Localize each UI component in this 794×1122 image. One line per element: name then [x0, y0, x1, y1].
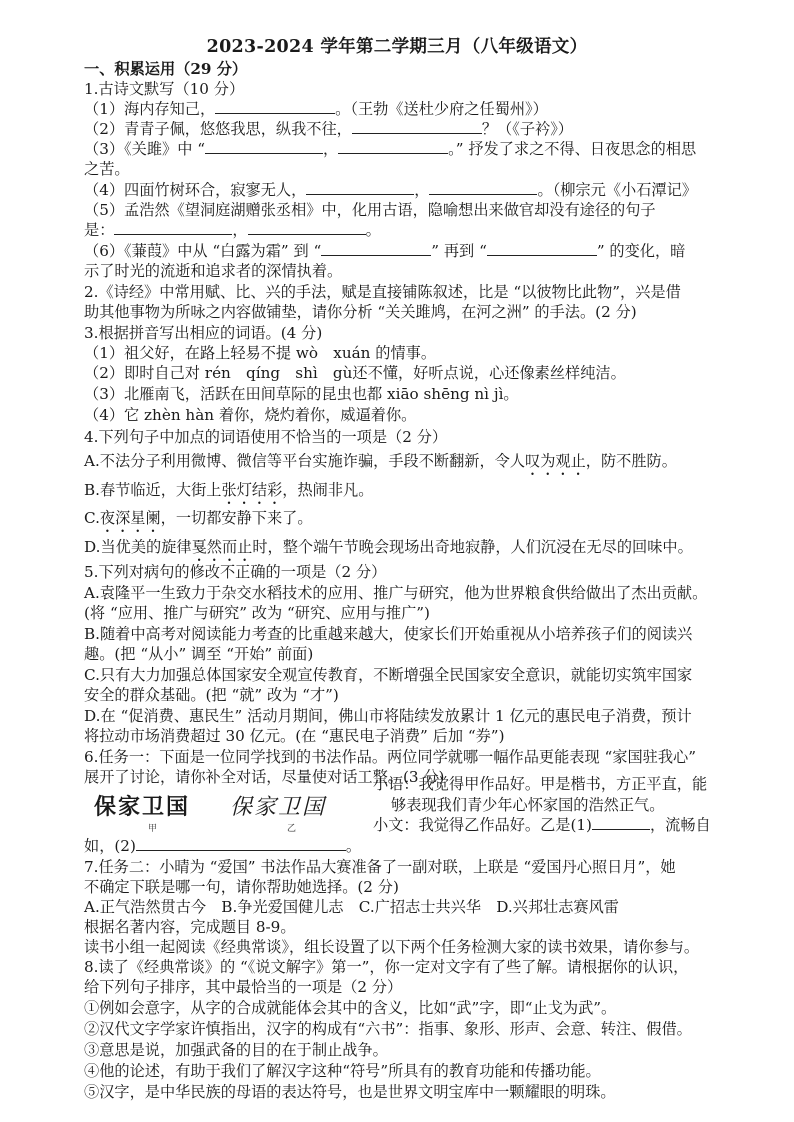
q8-sentence-5: ⑤汉字，是中华民族的母语的表达符号，也是世界文明宝库中一颗耀眼的明珠。: [84, 1083, 616, 1101]
text-segment: ” 的变化，暗: [596, 242, 686, 260]
text-segment: ，流畅自: [649, 816, 711, 834]
answer-blank[interactable]: [338, 139, 448, 154]
text-segment: ？（《子衿》）: [481, 120, 573, 138]
q1-item-3-cont: 之苦。: [84, 160, 130, 178]
q1-item-2: [84, 119, 573, 139]
q8-sentence-3: ③意思是说，加强武备的目的在于制止战争。: [84, 1041, 388, 1059]
text-segment: ，: [232, 221, 248, 239]
text-segment: 。（王勃《送杜少府之任蜀州》）: [335, 100, 548, 118]
q5-option-c-cont: 安全的群众基础。(把 “就” 改为 “才”): [84, 686, 339, 704]
question-6-cont: 展开了讨论，请你补全对话，尽量使对话工整。(3 分): [84, 768, 445, 786]
question-3-heading: 3.根据拼音写出相应的词语。(4 分): [84, 324, 323, 342]
q8-sentence-1: ①例如会意字，从字的合成就能体会其中的含义，比如“武”字，即“止戈为武”。: [84, 999, 617, 1017]
text-segment: D.当优美的旋律: [84, 538, 192, 556]
section-heading: 一、积累运用（29 分）: [84, 60, 248, 78]
answer-blank[interactable]: [248, 220, 366, 235]
q5-option-b-cont: 趣。(把 “从小” 调至 “开始” 前面): [84, 645, 314, 663]
q3-item-3: （3）北雁南飞，活跃在田间草际的昆虫也都 xiāo shēng nì jì。: [84, 385, 519, 403]
q1-item-6-cont: 示了时光的流逝和追求者的深情执着。: [84, 262, 343, 280]
q4-option-a: [84, 451, 677, 479]
question-7: 7.任务二：小晴为 “爱国” 书法作品大赛准备了一副对联，上联是 “爱国丹心照日月”，她: [84, 858, 676, 876]
text-segment: ，热闹非凡。: [282, 481, 374, 499]
answer-blank[interactable]: [114, 220, 232, 235]
q5-option-d: D.在 “促消费、惠民生” 活动月期间，佛山市将陆续发放累计 1 亿元的惠民电子消费，预计: [84, 707, 692, 725]
dotted-phrase: 戛然而止: [191, 538, 253, 556]
q5-option-c: C.只有大力加强总体国家安全观宣传教育，不断增强全民国家安全意识，就能切实筑牢国家: [84, 666, 693, 684]
q3-item-2: （2）即时自己对 rén qíng shì gù还不懂，好听点说，心还像素丝样纯洁。: [84, 364, 626, 382]
dialog-line-2: 够表现我们青少年心怀家国的浩然正气。: [391, 796, 665, 814]
answer-blank[interactable]: [321, 241, 431, 256]
work-b-label: 乙: [287, 824, 297, 834]
q5-option-a: A.袁隆平一生致力于杂交水稻技术的应用、推广与研究，他为世界粮食供给做出了杰出贡献。: [84, 584, 708, 602]
text-segment: （2）青青子佩，悠悠我思，纵我不往，: [84, 120, 352, 138]
question-8: 8.读了《经典常谈》的 “《说文解字》第一”，你一定对文字有了些了解。请根据你的认识，: [84, 958, 689, 976]
dialog-line-4: [84, 836, 361, 856]
question-7-cont: 不确定下联是哪一句，请你帮助她选择。(2 分): [84, 878, 399, 896]
q1-item-1: [84, 99, 548, 119]
answer-blank[interactable]: [205, 139, 323, 154]
reading-instructions: 读书小组一起阅读《经典常谈》，组长设置了以下两个任务检测大家的读书效果，请你参与。: [84, 938, 700, 956]
text-segment: ，一切都安静下来了。: [160, 509, 313, 527]
text-segment: 。” 抒发了求之不得、日夜思念的相思: [448, 140, 697, 158]
text-segment: B.春节临近，大街上: [84, 481, 222, 499]
question-8-cont: 给下列句子排序，其中最恰当的一项是（2 分）: [84, 978, 403, 996]
q1-item-4: [84, 180, 697, 200]
text-segment: （3）《关雎》中 “: [84, 140, 205, 158]
calligraphy-work-b: 保家卫国: [230, 795, 327, 820]
q8-sentence-4: ④他的论述，有助于我们了解汉字这种“符号”所具有的教育功能和传播功能。: [84, 1062, 601, 1080]
dotted-phrase: 夜深星阑: [99, 509, 161, 527]
q7-options: A.正气浩然贯古今 B.争光爱国健儿志 C.广招志士共兴华 D.兴邦壮志赛风雷: [84, 898, 619, 916]
dotted-phrase: 张灯结彩: [221, 481, 283, 499]
question-4-heading: 4.下列句子中加点的词语使用不恰当的一项是（2 分）: [84, 428, 448, 446]
q5-option-a-cont: (将 “应用、推广与研究” 改为 “研究、应用与推广”): [84, 604, 430, 622]
q1-item-5: （5）孟浩然《望洞庭湖赠张丞相》中，化用古语，隐喻想出来做官却没有途径的句子: [84, 201, 656, 219]
text-segment: ，: [414, 181, 430, 199]
text-segment: ，防不胜防。: [585, 452, 677, 470]
text-segment: （4）四面竹树环合，寂寥无人，: [84, 181, 307, 199]
q5-option-d-cont: 将拉动市场消费超过 30 亿元。(在 “惠民电子消费” 后加 “券”): [84, 727, 505, 745]
q8-sentence-2: ②汉代文字学家许慎指出，汉字的构成有“六书”：指事、象形、形声、会意、转注、假借。: [84, 1020, 692, 1038]
text-segment: 。: [345, 837, 362, 855]
question-1-heading: 1.古诗文默写（10 分）: [84, 80, 245, 98]
calligraphy-work-a: 保家卫国: [94, 794, 191, 820]
q5-option-b: B.随着中高考对阅读能力考查的比重越来越大，使家长们开始重视从小培养孩子们的阅读兴: [84, 625, 693, 643]
answer-blank[interactable]: [429, 180, 537, 195]
answer-blank[interactable]: [352, 119, 482, 134]
q4-option-b: [84, 480, 373, 508]
q4-option-d: [84, 537, 693, 565]
answer-blank[interactable]: [306, 180, 414, 195]
q4-option-c: [84, 508, 313, 536]
text-segment: 如，(2): [84, 837, 136, 855]
question-6: 6.任务一：下面是一位同学找到的书法作品。两位同学就哪一幅作品更能表现 “家国驻我心”: [84, 748, 696, 766]
dialog-line-3: [373, 815, 711, 835]
work-a-label: 甲: [148, 824, 158, 834]
answer-blank[interactable]: [215, 99, 335, 114]
q3-item-1: （1）祖父好，在路上轻易不提 wò xuán 的情事。: [84, 344, 437, 362]
answer-blank[interactable]: [136, 836, 346, 851]
dotted-phrase: 叹为观止: [525, 452, 586, 470]
text-segment: A.不法分子利用微博、微信等平台实施诈骗，手段不断翻新，令人: [84, 452, 526, 470]
answer-blank[interactable]: [487, 241, 597, 256]
q1-item-3: [84, 139, 696, 159]
text-segment: 小文：我觉得乙作品好。乙是(1): [373, 816, 592, 834]
text-segment: 是：: [84, 221, 115, 239]
text-segment: （1）海内存知己，: [84, 100, 216, 118]
text-segment: （6）《蒹葭》中从 “白露为霜” 到 “: [84, 242, 322, 260]
q1-item-5-cont: [84, 220, 381, 240]
question-2: 2.《诗经》中常用赋、比、兴的手法，赋是直接铺陈叙述，比是 “以彼物比此物”，兴是借: [84, 283, 681, 301]
text-segment: 时，整个端午节晚会现场出奇地寂静，人们沉浸在无尽的回味中。: [252, 538, 693, 556]
text-segment: 。（柳宗元《小石潭记》: [537, 181, 697, 199]
answer-blank[interactable]: [592, 815, 650, 830]
text-segment: ” 再到 “: [431, 242, 487, 260]
question-2-cont: 助其他事物为所咏之内容做铺垫，请你分析 “关关雎鸠，在河之洲” 的手法。(2 分): [84, 303, 637, 321]
text-segment: C.: [84, 509, 100, 527]
q1-item-6: [84, 241, 685, 261]
question-5-heading: 5.下列对病句的修改不正确的一项是（2 分）: [84, 563, 387, 581]
text-segment: 。: [365, 221, 381, 239]
q3-item-4: （4）它 zhèn hàn 着你，烧灼着你，威逼着你。: [84, 406, 417, 424]
reading-intro: 根据名著内容，完成题目 8-9。: [84, 918, 296, 936]
dialog-line-1: 小语：我觉得甲作品好。甲是楷书，方正平直，能: [373, 775, 708, 793]
page-title: 2023-2024 学年第二学期三月（八年级语文）: [206, 37, 588, 57]
text-segment: ，: [322, 140, 339, 158]
